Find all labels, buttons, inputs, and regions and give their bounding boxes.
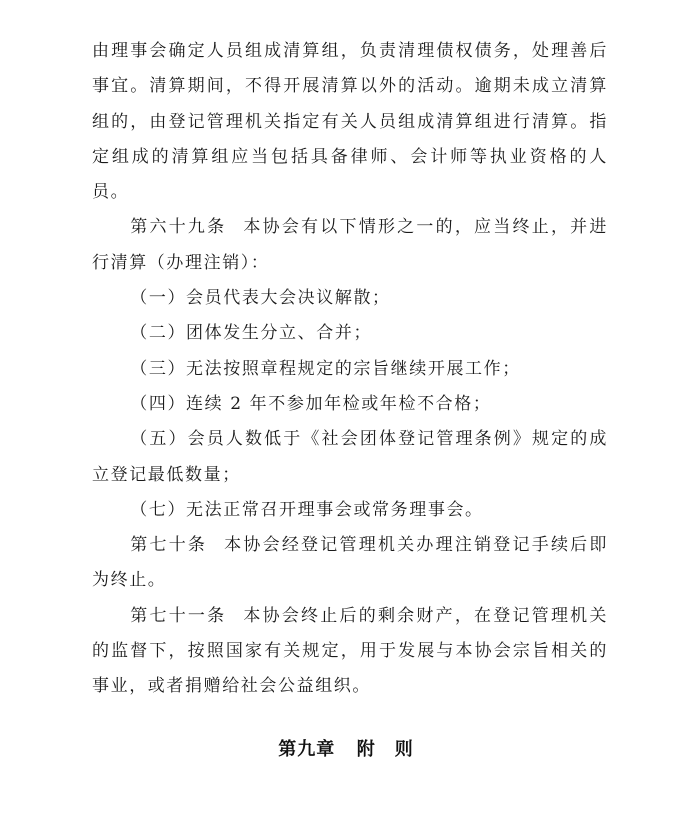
paragraph-text: 由理事会确定人员组成清算组，负责清理债权债务，处理善后事宜。清算期间，不得开展清算以外的活动。逾期未成立清算组的，由登记管理机关指定有关人员组成清算组进行清算。指定组成的清算组应当包括具备律师、会计师等执业资格的人员。 (92, 41, 608, 203)
list-item-text: （一）会员代表大会决议解散； (130, 288, 391, 309)
chapter-title-text: 附 则 (356, 739, 414, 760)
list-item-text: （四）连续 2 年不参加年检或年检不合格； (130, 393, 492, 414)
article-number: 第六十九条 (130, 217, 227, 238)
list-item-text: （七）无法正常召开理事会或常务理事会。 (130, 499, 484, 520)
chapter-number: 第九章 (278, 739, 336, 760)
article-70 (92, 528, 608, 599)
article-69 (92, 210, 608, 281)
list-item-text: （五）会员人数低于《社会团体登记管理条例》规定的成立登记最低数量； (92, 429, 608, 485)
article-text: 本协会有以下情形之一的，应当终止，并进行清算（办理注销）： (92, 217, 608, 273)
list-item-3 (92, 352, 608, 387)
article-number: 第七十条 (130, 535, 208, 556)
list-item-text: （二）团体发生分立、合并； (130, 323, 373, 344)
list-item-7 (92, 493, 608, 528)
chapter-heading (0, 735, 692, 761)
document-body (92, 34, 608, 705)
article-text: 本协会经登记管理机关办理注销登记手续后即为终止。 (92, 535, 609, 591)
article-71 (92, 599, 608, 705)
list-item-2 (92, 316, 608, 351)
list-item-5 (92, 422, 608, 493)
list-item-text: （三）无法按照章程规定的宗旨继续开展工作； (130, 358, 521, 379)
list-item-1 (92, 281, 608, 316)
article-text: 本协会终止后的剩余财产，在登记管理机关的监督下，按照国家有关规定，用于发展与本协会宗旨相关的事业，或者捐赠给社会公益组织。 (92, 605, 608, 697)
article-number: 第七十一条 (130, 605, 227, 626)
paragraph-liquidation-group (92, 34, 608, 210)
list-item-4 (92, 387, 608, 422)
